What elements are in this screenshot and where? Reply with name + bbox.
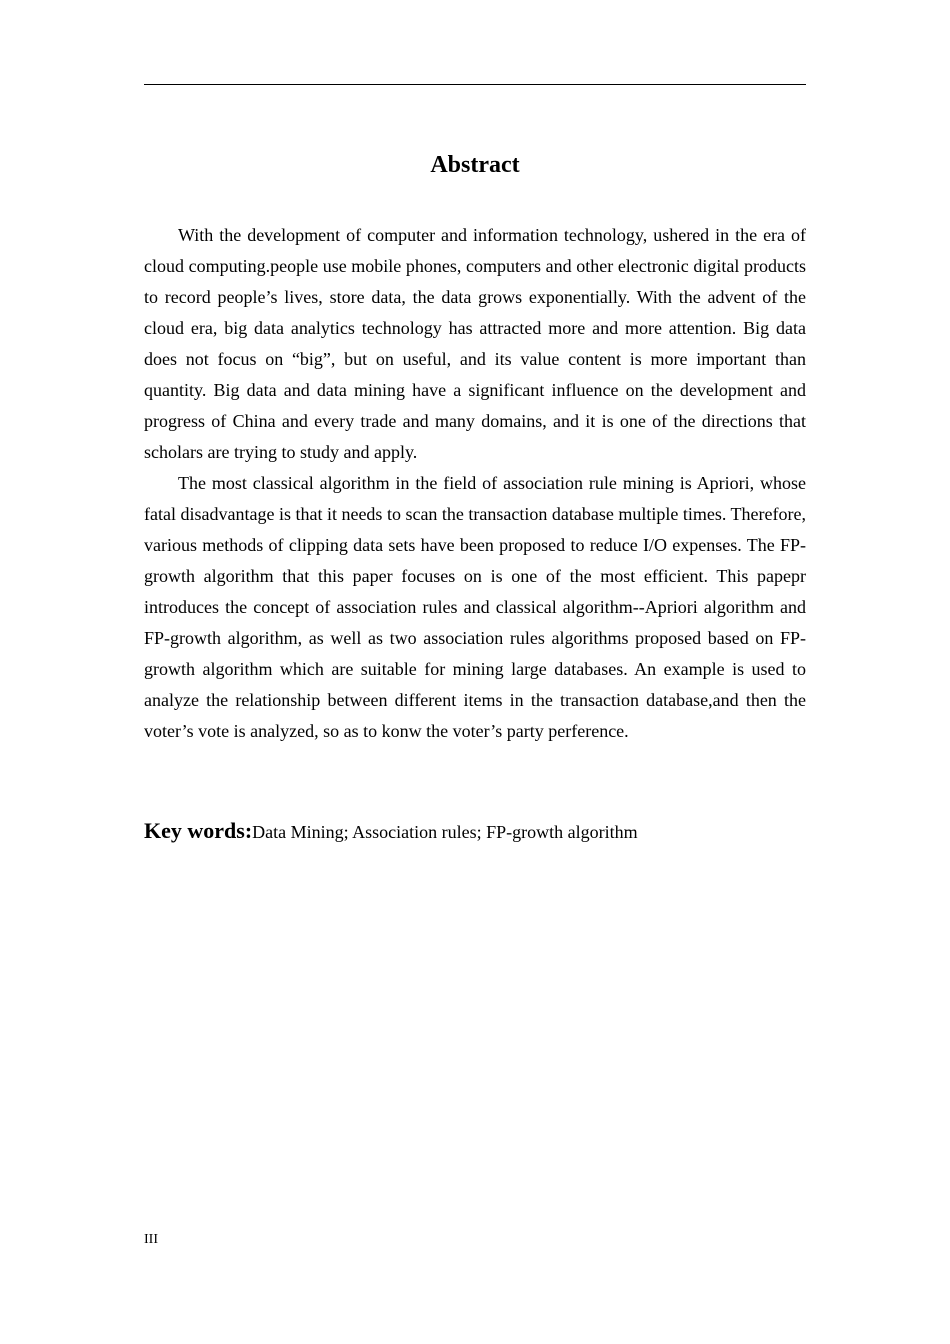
abstract-paragraph-2: The most classical algorithm in the field of association rule mining is Apriori, whose fatal disadvantage is that it needs to scan the transaction database multiple times. Therefore, various methods of clipping data sets have been proposed to reduce I/O expenses. The FP-growth algorithm that this paper focuses on is one of the most efficient. This papepr introduces the concept of association rules and classical algorithm--Apriori algorithm and FP-growth algorithm, as well as two association rules algorithms proposed based on FP-growth algorithm which are suitable for mining large databases. An example is used to analyze the relationship between different items in the transaction database,and then the voter’s vote is analyzed, so as to konw the voter’s party perference. — [144, 473, 806, 741]
page-number: III — [144, 1232, 158, 1247]
abstract-paragraph-1: With the development of computer and information technology, ushered in the era of cloud computing.people use mobile phones, computers and other electronic digital products to record people’s lives, store data, the data grows exponentially. With the advent of the cloud era, big data analytics technology has attracted more and more attention. Big data does not focus on “big”, but on useful, and its value content is more important than quantity. Big data and data mining have a significant influence on the development and progress of China and every trade and many domains, and it is one of the directions that scholars are trying to study and apply. — [144, 225, 806, 462]
abstract-body — [144, 220, 806, 747]
keywords-line — [144, 814, 806, 849]
keywords-value: Data Mining; Association rules; FP-growth algorithm — [252, 822, 638, 842]
keywords-label: Key words: — [144, 818, 253, 843]
abstract-title: Abstract — [430, 152, 520, 178]
header-rule — [144, 84, 806, 85]
